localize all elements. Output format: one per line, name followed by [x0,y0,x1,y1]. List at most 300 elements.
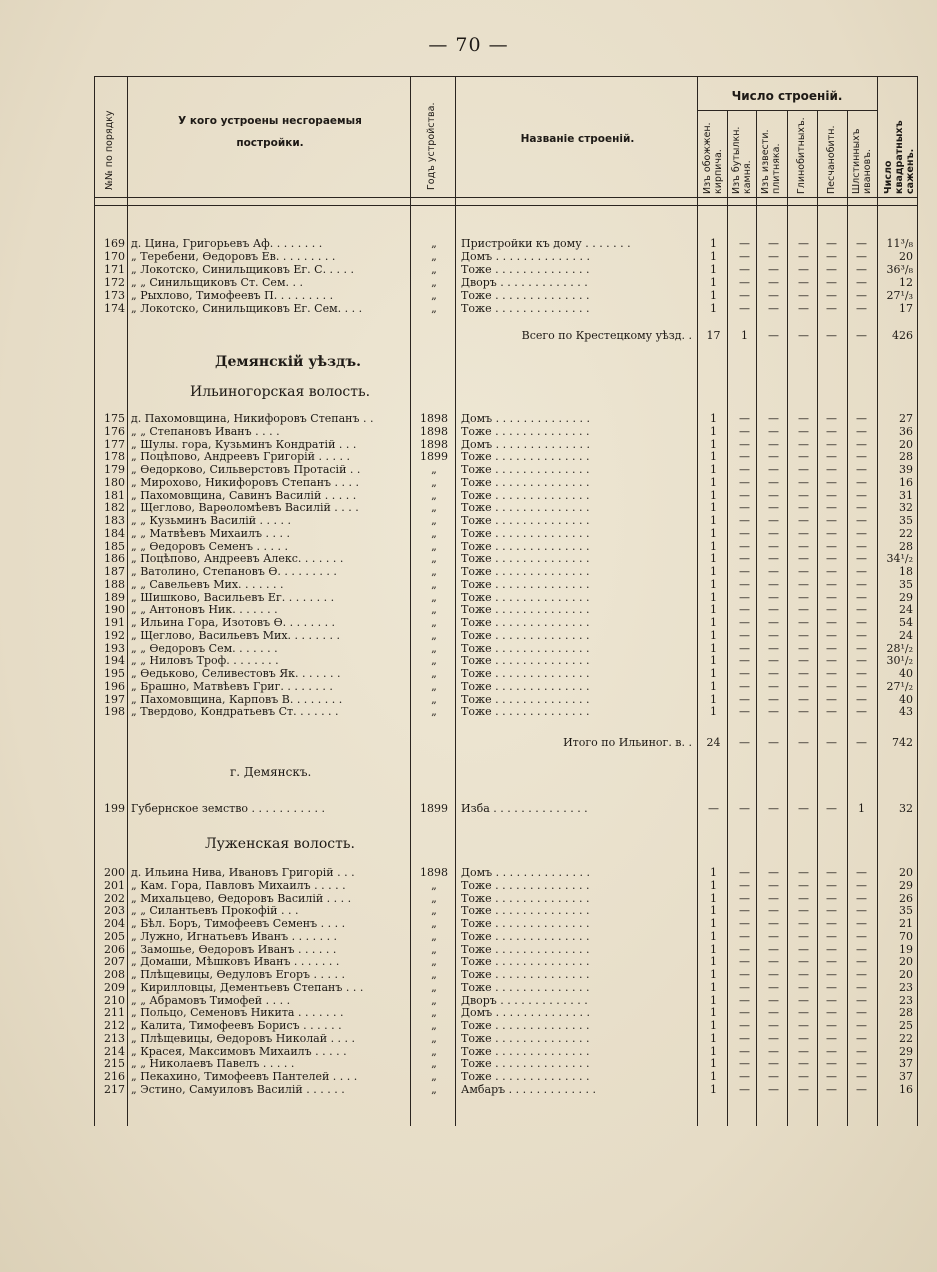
row-count-3: — [768,514,779,527]
row-number: 206 [104,942,125,956]
row-count-5: — [826,450,837,464]
row-owner: „ Ватолино, Степановъ Ѳ. . . . . . . . . [131,565,337,578]
row-number: 191 [104,616,125,629]
row-count-1: 1 [710,942,717,956]
row-count-4: — [798,641,809,655]
row-count-4: — [798,1031,809,1045]
row-count-1: 1 [710,993,717,1007]
row-number: 169 [104,237,125,250]
row-count-6: — [856,955,867,969]
row-number: 174 [104,301,125,315]
row-building: Тоже . . . . . . . . . . . . . . [461,891,590,905]
table-row [97,425,917,438]
row-count-6: — [856,641,867,655]
row-count-6: — [856,450,867,464]
row-count-1: 1 [710,577,717,591]
row-count-2: — [739,288,750,302]
row-building: Амбаръ . . . . . . . . . . . . . [461,1082,597,1096]
row-area: 20 [899,249,913,263]
row-count-2: — [739,1019,750,1032]
row-year: „ [431,501,437,515]
row-building: Тоже . . . . . . . . . . . . . . [461,463,590,476]
row-owner: „ Домаши, Мѣшковъ Иванъ . . . . . . . [131,955,340,969]
row-count-5: — [826,878,837,892]
table-row [97,237,917,250]
row-count-3: — [768,654,779,668]
row-building: Тоже . . . . . . . . . . . . . . [461,1044,590,1058]
row-count-4: — [798,475,809,489]
row-owner: „ Лужно, Игнатьевъ Иванъ . . . . . . . [131,929,338,943]
row-area: 39 [899,463,913,476]
row-area: 16 [899,475,913,489]
row-count-1: 1 [710,968,717,981]
row-owner: д. Ильина Нива, Ивановъ Григорій . . . [131,866,355,879]
row-count-1: 1 [710,616,717,629]
row-number: 173 [104,288,125,302]
row-year: „ [431,929,437,943]
row-area: 20 [899,866,913,879]
table-row [97,250,917,263]
row-year: „ [431,641,437,655]
row-owner: „ Брашно, Матвѣевъ Григ. . . . . . . . [131,679,333,693]
row-count-2: — [739,891,750,905]
row-count-3: — [768,237,779,250]
row-count-3: — [768,980,779,994]
row-count-3: — [768,275,779,289]
row-count-3: — [768,437,779,451]
row-count-3: — [768,679,779,693]
row-count-5: — [826,942,837,956]
table-row [97,667,917,680]
row-count-3: — [768,891,779,905]
row-count-6: — [856,1070,867,1083]
row-area: 32 [899,802,913,815]
row-count-6: — [856,692,867,706]
row-number: 201 [104,878,125,892]
row-count-5: — [826,249,837,263]
row-area: 27¹/₃ [886,288,913,302]
row-owner: „ Пекахино, Тимофеевъ Пантелей . . . . [131,1070,358,1083]
section-g-demyansk: г. Демянскъ. [230,765,312,779]
row-count-1: 1 [710,866,717,879]
row-count-6: — [856,654,867,668]
row-owner: „ Рыхлово, Тимофеевъ П. . . . . . . . . [131,288,334,302]
table-row [97,1083,917,1096]
row-year: „ [431,539,437,553]
row-count-4: — [798,692,809,706]
row-owner: „ „ Синильщиковъ Ст. Сем. . . [131,275,303,289]
row-count-4: — [798,917,809,930]
total-area: 426 [892,329,913,342]
row-number: 170 [104,249,125,263]
row-count-2: — [739,424,750,438]
row-owner: „ Щеглово, Варѳоломѣевъ Василій . . . . [131,501,359,515]
row-count-1: 1 [710,565,717,578]
row-year: „ [431,705,437,719]
row-count-5: — [826,891,837,905]
row-area: 28 [899,539,913,553]
row-building: Тоже . . . . . . . . . . . . . . [461,692,590,706]
row-year: „ [431,475,437,489]
row-count-2: — [739,942,750,956]
row-year: „ [431,590,437,604]
table-row [97,463,917,476]
row-area: 36 [899,424,913,438]
row-count-6: — [856,539,867,553]
row-number: 215 [104,1057,125,1071]
row-number: 172 [104,275,125,289]
row-area: 25 [899,1019,913,1032]
row-count-5: — [826,667,837,680]
row-count-1: 1 [710,1006,717,1020]
row-count-5: — [826,904,837,918]
row-count-1: 1 [710,641,717,655]
row-owner: „ „ Кузьминъ Василій . . . . . [131,514,292,527]
table-row [97,1006,917,1019]
row-area: 12 [899,275,913,289]
row-count-2: — [739,450,750,464]
row-count-1: 1 [710,590,717,604]
row-count-3: — [768,450,779,464]
row-count-3: — [768,249,779,263]
row-year: 1898 [420,424,448,438]
row-count-4: — [798,262,809,276]
row-count-4: — [798,802,809,815]
row-count-6: — [856,526,867,540]
row-count-6: — [856,552,867,566]
row-owner: „ Плѣщевицы, Ѳедуловъ Егоръ . . . . . [131,968,345,981]
row-area: 37 [899,1070,913,1083]
row-owner: „ Кам. Гора, Павловъ Михаилъ . . . . . [131,878,346,892]
row-building: Дворъ . . . . . . . . . . . . . [461,275,588,289]
row-year: „ [431,1082,437,1096]
row-count-6: — [856,980,867,994]
row-owner: „ Михальцево, Ѳедоровъ Василій . . . . [131,891,352,905]
row-count-6: — [856,878,867,892]
row-count-1: 1 [710,628,717,642]
row-count-1: 1 [710,488,717,502]
row-number: 211 [104,1006,125,1020]
table-row [97,693,917,706]
row-count-6: — [856,993,867,1007]
total-area: 742 [892,736,913,749]
row-number: 209 [104,980,125,994]
row-count-2: — [739,917,750,930]
row-count-4: — [798,539,809,553]
row-count-6: — [856,866,867,879]
row-count-4: — [798,1082,809,1096]
row-count-5: — [826,437,837,451]
row-count-1: 1 [710,1019,717,1032]
row-count-5: — [826,1070,837,1083]
header-year: Годъ устройства. [426,102,437,190]
row-count-1: 1 [710,1070,717,1083]
header-owner: У кого устроены несгораемыя постройки. [178,115,362,149]
row-count-5: — [826,463,837,476]
row-year: „ [431,552,437,566]
row-count-2: — [739,968,750,981]
row-count-1: 1 [710,1082,717,1096]
row-count-1: 1 [710,654,717,668]
row-year: „ [431,488,437,502]
table-row [97,489,917,502]
row-count-3: — [768,1006,779,1020]
row-count-1: 1 [710,262,717,276]
row-owner: „ „ Савельевъ Мих. . . . . . . [131,577,284,591]
row-number: 178 [104,450,125,464]
row-year: „ [431,249,437,263]
row-area: 35 [899,514,913,527]
row-count-4: — [798,450,809,464]
row-count-2: — [739,603,750,617]
row-number: 207 [104,955,125,969]
row-year: „ [431,237,437,250]
row-owner: „ Твердово, Кондратьевъ Ст. . . . . . . [131,705,339,719]
row-count-4: — [798,993,809,1007]
row-area: 35 [899,577,913,591]
row-count-5: — [826,412,837,425]
row-count-6: — [856,616,867,629]
row-count-4: — [798,501,809,515]
row-count-4: — [798,1019,809,1032]
row-count-1: 1 [710,552,717,566]
row-area: 43 [899,705,913,719]
row-count-3: — [768,955,779,969]
row-number: 193 [104,641,125,655]
row-count-5: — [826,552,837,566]
row-count-3: — [768,1031,779,1045]
row-count-3: — [768,262,779,276]
row-year: „ [431,577,437,591]
row-count-2: — [739,590,750,604]
row-count-3: — [768,526,779,540]
table-row [97,302,917,315]
row-number: 208 [104,968,125,981]
table-row [97,943,917,956]
row-count-1: 1 [710,692,717,706]
row-count-6: — [856,577,867,591]
row-count-2: — [739,463,750,476]
row-count-4: — [798,679,809,693]
row-count-1: 1 [710,1044,717,1058]
row-building: Тоже . . . . . . . . . . . . . . [461,667,590,680]
row-count-1: — [708,802,719,815]
row-area: 40 [899,667,913,680]
row-year: „ [431,526,437,540]
row-building: Домъ . . . . . . . . . . . . . . [461,437,591,451]
row-count-6: — [856,301,867,315]
row-year: „ [431,1070,437,1083]
header-area: Число квадратныхъ саженъ. [883,120,916,194]
row-area: 17 [899,301,913,315]
row-count-4: — [798,616,809,629]
row-building: Тоже . . . . . . . . . . . . . . [461,488,590,502]
row-count-5: — [826,1082,837,1096]
row-building: Тоже . . . . . . . . . . . . . . [461,577,590,591]
row-number: 187 [104,565,125,578]
row-count-6: — [856,463,867,476]
table-row [97,680,917,693]
row-building: Тоже . . . . . . . . . . . . . . [461,262,590,276]
row-year: „ [431,654,437,668]
row-count-6: — [856,929,867,943]
row-count-3: — [768,539,779,553]
row-owner: Губернское земство . . . . . . . . . . . [131,802,325,815]
row-count-3: — [768,1070,779,1083]
row-count-2: — [739,1031,750,1045]
row-year: 1898 [420,866,448,879]
table-row [97,802,917,815]
row-count-2: — [739,301,750,315]
row-area: 28 [899,450,913,464]
row-building: Тоже . . . . . . . . . . . . . . [461,1019,590,1032]
row-count-2: — [739,667,750,680]
row-number: 181 [104,488,125,502]
row-year: „ [431,616,437,629]
row-count-1: 1 [710,891,717,905]
total-ilyinog: Итого по Ильиног. в. . [563,736,692,749]
row-number: 203 [104,904,125,918]
row-count-5: — [826,1019,837,1032]
row-count-4: — [798,628,809,642]
table-row [97,654,917,667]
row-count-2: — [739,955,750,969]
row-building: Домъ . . . . . . . . . . . . . . [461,866,591,879]
row-count-5: — [826,539,837,553]
row-count-6: — [856,437,867,451]
row-count-4: — [798,904,809,918]
row-owner: „ „ Ѳедоровъ Сем. . . . . . . [131,641,278,655]
row-building: Тоже . . . . . . . . . . . . . . [461,878,590,892]
row-number: 213 [104,1031,125,1045]
row-year: 1899 [420,450,448,464]
header-count-group: Число строеній. [731,89,843,103]
row-area: 30¹/₂ [886,654,913,668]
row-number: 188 [104,577,125,591]
row-count-5: — [826,679,837,693]
row-count-2: — [739,577,750,591]
row-area: 34¹/₂ [886,552,913,566]
row-count-4: — [798,424,809,438]
row-count-4: — [798,288,809,302]
row-count-6: — [856,891,867,905]
row-year: „ [431,955,437,969]
row-count-2: — [739,878,750,892]
row-building: Тоже . . . . . . . . . . . . . . [461,1031,590,1045]
totals-row-krest [97,329,917,342]
row-count-6: 1 [858,802,865,815]
row-area: 27 [899,412,913,425]
table-row [97,1070,917,1083]
row-count-6: — [856,288,867,302]
row-owner: „ Ильина Гора, Изотовъ Ѳ. . . . . . . . [131,616,336,629]
row-count-5: — [826,501,837,515]
row-building: Домъ . . . . . . . . . . . . . . [461,412,591,425]
row-number: 179 [104,463,125,476]
row-area: 29 [899,590,913,604]
table-row [97,565,917,578]
row-building: Тоже . . . . . . . . . . . . . . [461,904,590,918]
row-building: Тоже . . . . . . . . . . . . . . [461,980,590,994]
row-count-1: 1 [710,1057,717,1071]
table-row [97,629,917,642]
row-number: 180 [104,475,125,489]
row-count-3: — [768,1057,779,1071]
row-count-4: — [798,1057,809,1071]
header-sub-3: Изъ извести. плитняка. [760,129,782,194]
row-year: „ [431,288,437,302]
row-year: „ [431,667,437,680]
row-count-2: — [739,526,750,540]
header-sub-2: Изъ бутылкн. камня. [731,126,753,194]
row-count-2: — [739,565,750,578]
row-building: Тоже . . . . . . . . . . . . . . [461,705,590,719]
row-count-4: — [798,667,809,680]
row-count-1: 1 [710,463,717,476]
row-count-6: — [856,1082,867,1096]
row-year: „ [431,980,437,994]
table-row [97,289,917,302]
row-count-3: — [768,904,779,918]
row-area: 21 [899,917,913,930]
section-ilyinogor-volost: Ильиногорская волость. [190,384,371,400]
row-owner: „ Замошье, Ѳедоровъ Иванъ . . . . . . [131,942,337,956]
total-count-6: — [856,329,867,342]
row-area: 24 [899,603,913,617]
row-owner: „ Поцѣпово, Андреевъ Алекс. . . . . . . [131,552,344,566]
row-count-4: — [798,552,809,566]
row-count-5: — [826,488,837,502]
row-count-3: — [768,993,779,1007]
table-row [97,552,917,565]
row-count-1: 1 [710,1031,717,1045]
row-count-6: — [856,249,867,263]
row-year: „ [431,878,437,892]
row-number: 197 [104,692,125,706]
row-building: Тоже . . . . . . . . . . . . . . [461,590,590,604]
row-count-2: — [739,237,750,250]
table-row [97,527,917,540]
row-area: 16 [899,1082,913,1096]
row-owner: д. Пахомовщина, Никифоровъ Степанъ . . [131,412,374,425]
row-year: „ [431,1044,437,1058]
table-row [97,917,917,930]
row-count-3: — [768,641,779,655]
total-count-2: 1 [741,329,748,342]
row-count-4: — [798,237,809,250]
table-row [97,501,917,514]
row-area: 23 [899,980,913,994]
row-year: „ [431,917,437,930]
row-count-1: 1 [710,301,717,315]
row-count-6: — [856,1044,867,1058]
table-row [97,1057,917,1070]
totals-row-ilyinog [97,736,917,749]
row-owner: д. Цина, Григорьевъ Аф. . . . . . . . [131,237,323,250]
row-owner: „ Бѣл. Боръ, Тимофеевъ Семенъ . . . . [131,917,346,930]
row-building: Дворъ . . . . . . . . . . . . . [461,993,588,1007]
row-owner: „ Теребени, Ѳедоровъ Ев. . . . . . . . . [131,249,336,263]
row-count-1: 1 [710,288,717,302]
row-count-5: — [826,628,837,642]
row-owner: „ Мирохово, Никифоровъ Степанъ . . . . [131,475,360,489]
row-count-5: — [826,616,837,629]
row-owner: „ Кирилловцы, Дементьевъ Степанъ . . . [131,980,364,994]
total-count-6: — [856,736,867,749]
row-count-3: — [768,628,779,642]
row-count-1: 1 [710,249,717,263]
row-count-5: — [826,475,837,489]
